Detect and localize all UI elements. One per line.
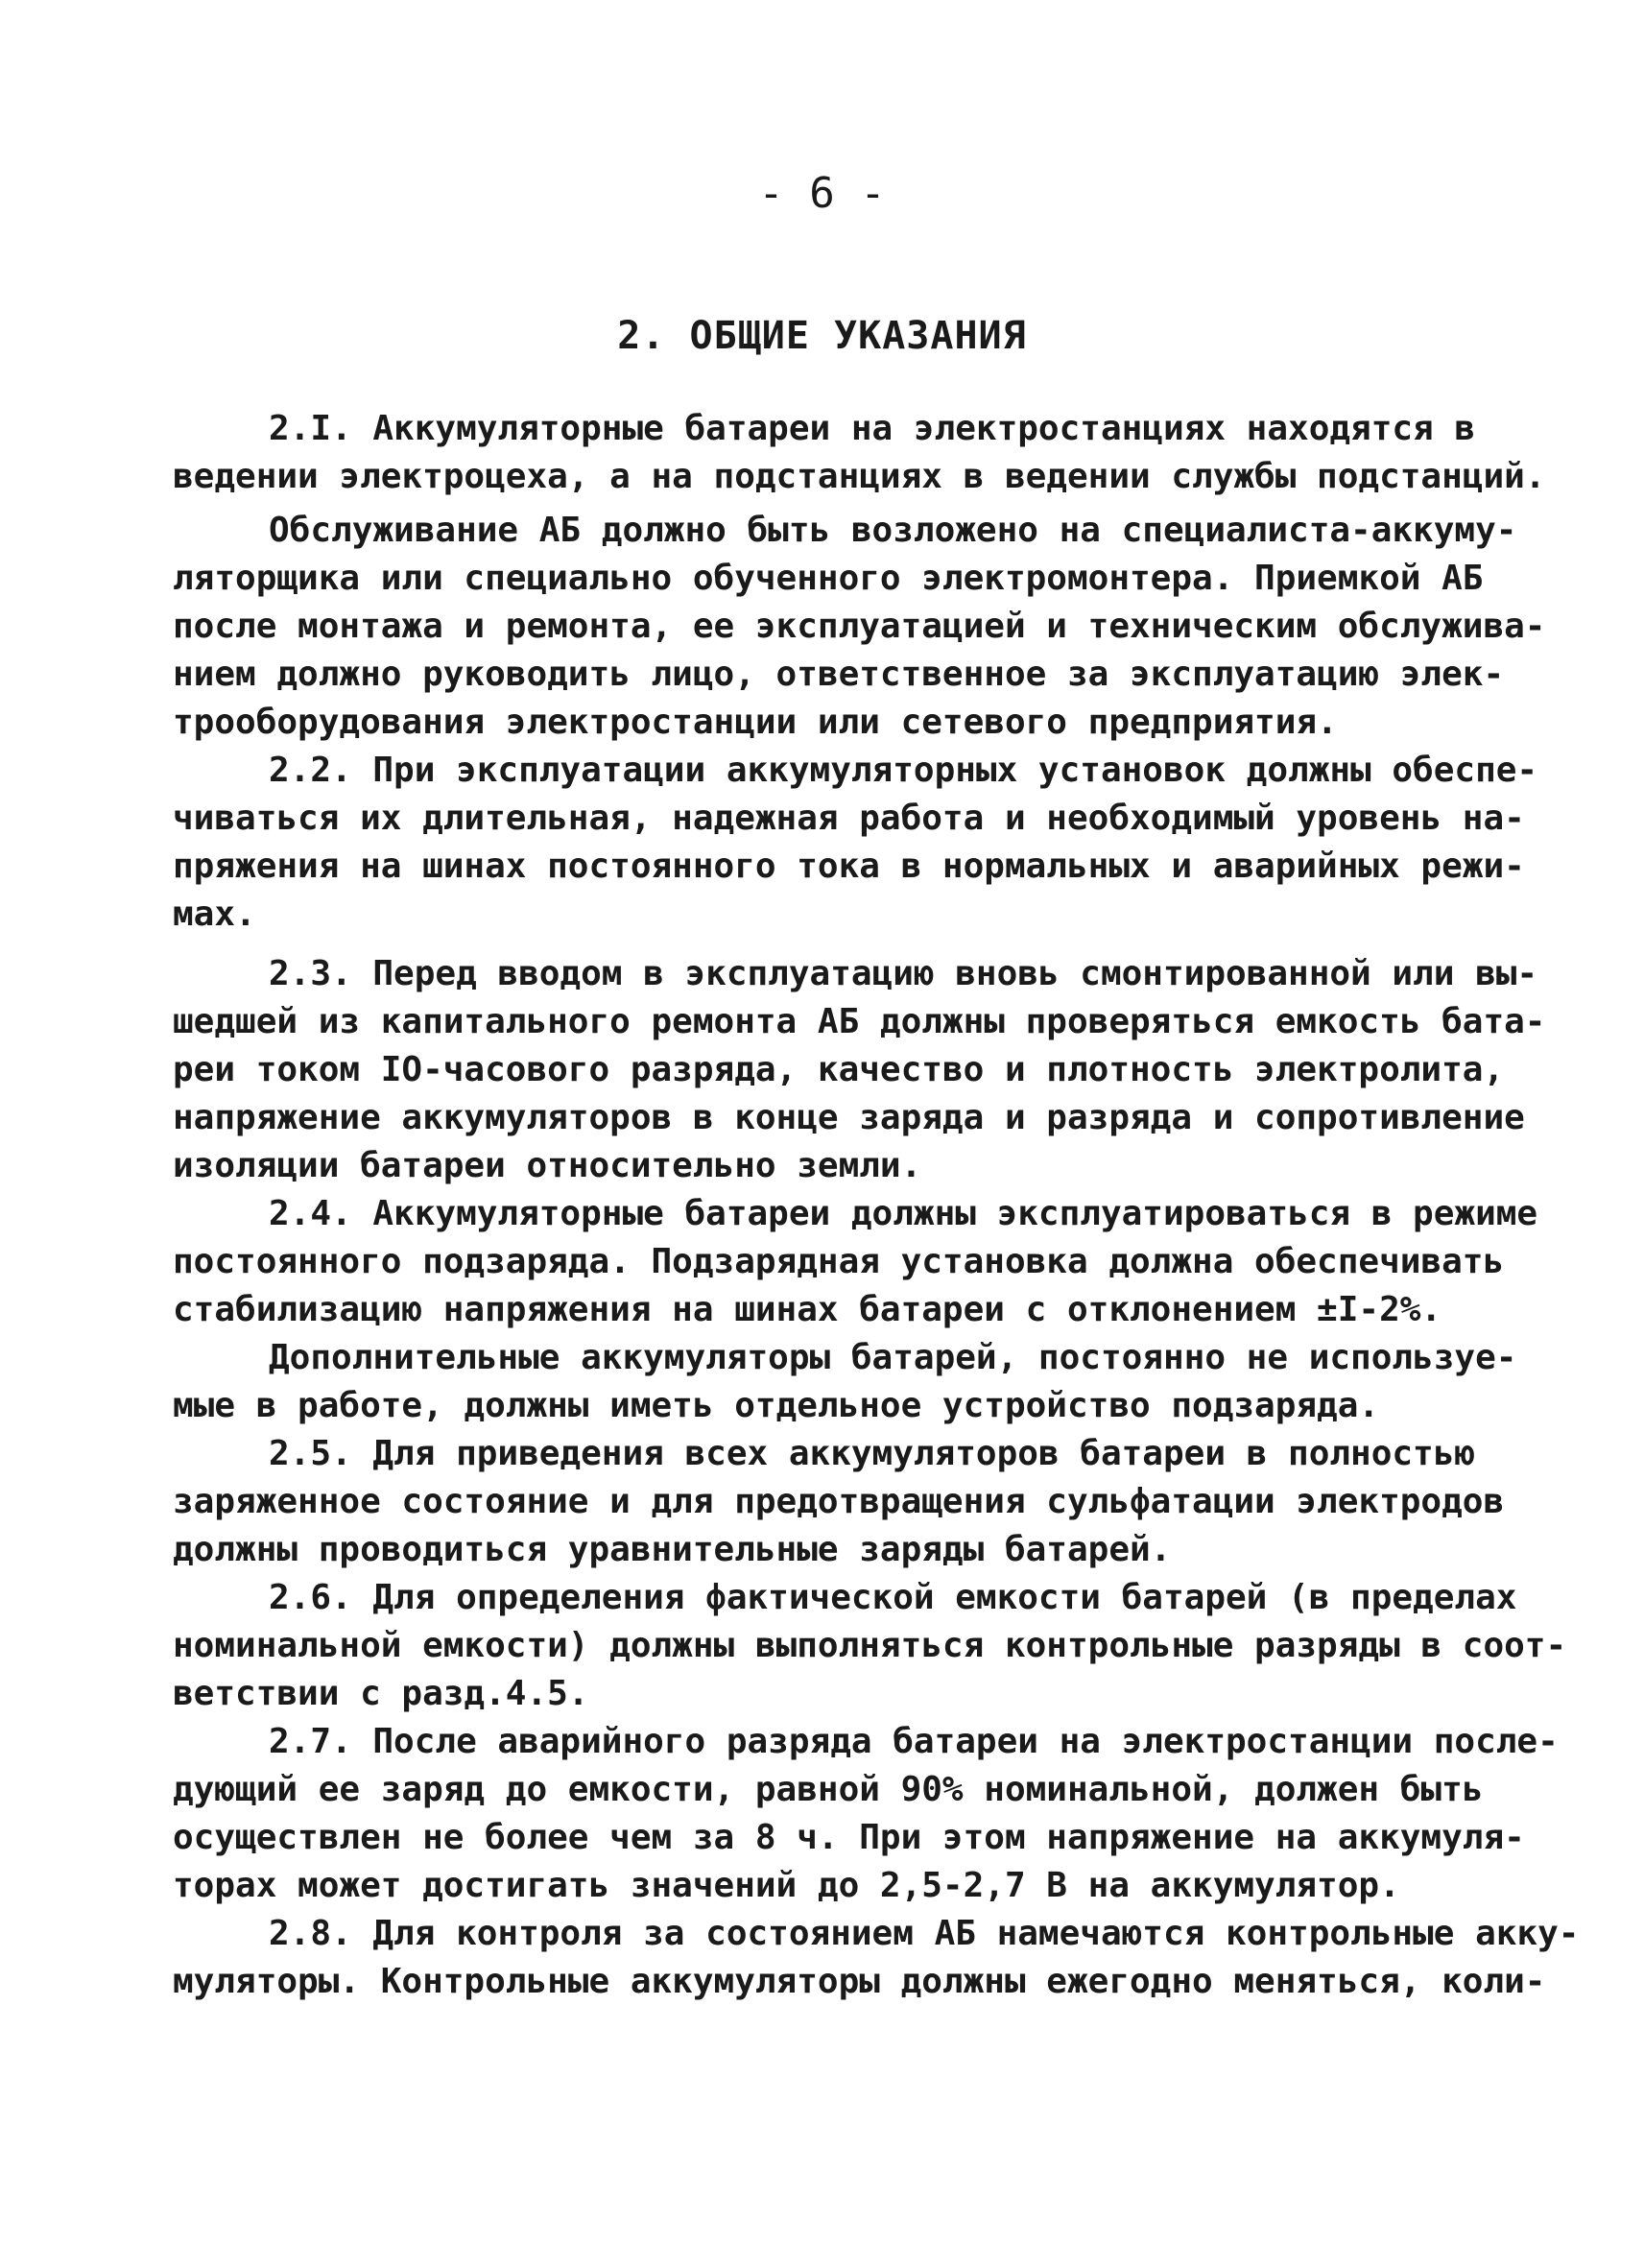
text-line: ветствии с разд.4.5. [173,1674,589,1713]
text-line: муляторы. Контрольные аккумуляторы должны ежегодно меняться, коли- [173,1962,1546,2001]
text-line: 2.5. Для приведения всех аккумуляторов батареи в полностью [269,1434,1476,1473]
text-line: после монтажа и ремонта, ее эксплуатацией и техническим обслужива- [173,607,1546,646]
text-line: Дополнительные аккумуляторы батарей, постоянно не используе- [269,1338,1517,1377]
text-line: нием должно руководить лицо, ответственное за эксплуатацию элек- [173,655,1505,694]
text-line: 2.2. При эксплуатации аккумуляторных установок должны обеспе- [269,751,1538,790]
text-line: 2.I. Аккумуляторные батареи на электростанциях находятся в [269,409,1476,448]
text-line: 2.8. Для контроля за состоянием АБ намечаются контрольные акку- [269,1914,1580,1953]
text-line: номинальной емкости) должны выполняться контрольные разряды в соот- [173,1626,1567,1665]
text-line: 2.4. Аккумуляторные батареи должны эксплуатироваться в режиме [269,1194,1538,1233]
section-heading: 2. ОБЩИЕ УКАЗАНИЯ [617,314,1027,358]
text-line: мые в работе, должны иметь отдельное устройство подзаряда. [173,1386,1380,1425]
text-line: постоянного подзаряда. Подзарядная установка должна обеспечивать [173,1242,1505,1281]
text-line: шедшей из капитального ремонта АБ должны проверяться емкость бата- [173,1002,1546,1041]
text-line: реи током IO-часового разряда, качество и плотность электролита, [173,1050,1505,1089]
text-line: Обслуживание АБ должно быть возложено на специалиста-аккуму- [269,511,1517,550]
text-line: мах. [173,895,256,934]
text-line: трооборудования электростанции или сетевого предприятия. [173,703,1338,742]
text-line: заряженное состояние и для предотвращения сульфатации электродов [173,1482,1505,1521]
text-line: изоляции батареи относительно земли. [173,1146,922,1185]
text-line: 2.3. Перед вводом в эксплуатацию вновь смонтированной или вы- [269,954,1538,993]
text-line: ляторщика или специально обученного электромонтера. Приемкой АБ [173,559,1484,598]
text-line: пряжения на шинах постоянного тока в нормальных и аварийных режи- [173,847,1525,886]
text-line: дующий ее заряд до емкости, равной 90% номинальной, должен быть [173,1770,1484,1809]
text-line: торах может достигать значений до 2,5-2,7 В на аккумулятор. [173,1866,1400,1905]
text-line: стабилизацию напряжения на шинах батареи с отклонением ±I-2%. [173,1290,1442,1329]
text-line: должны проводиться уравнительные заряды батарей. [173,1530,1172,1569]
text-line: напряжение аккумуляторов в конце заряда и разряда и сопротивление [173,1098,1525,1137]
text-line: 2.7. После аварийного разряда батареи на электростанции после- [269,1722,1559,1761]
page-number: - 6 - [758,169,886,218]
text-line: ведении электроцеха, а на подстанциях в ведении службы подстанций. [173,457,1546,496]
text-line: осуществлен не более чем за 8 ч. При этом напряжение на аккумуля- [173,1818,1525,1857]
text-line: 2.6. Для определения фактической емкости батарей (в пределах [269,1578,1517,1617]
text-line: чиваться их длительная, надежная работа и необходимый уровень на- [173,799,1525,838]
